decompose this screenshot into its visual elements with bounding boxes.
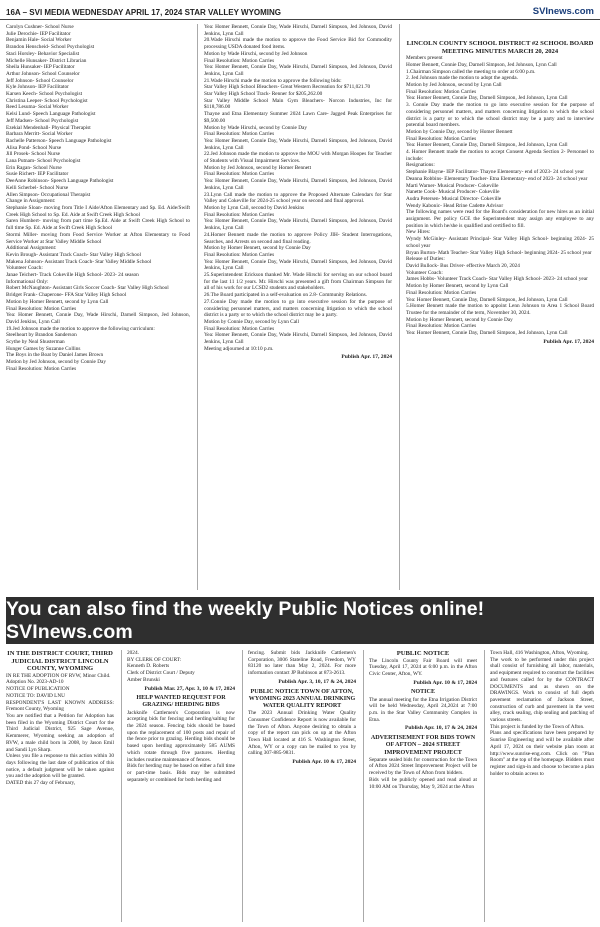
publish-date: Publish Apr. 10, 17 & 24, 2024: [404, 725, 477, 732]
notice-line: Alisa Pond- School Nurse: [6, 144, 62, 151]
notice-line: Arthur Johnson- School Counselor: [6, 70, 80, 77]
public-notices-banner[interactable]: You can also find the weekly Public Notices online! SVInews.com: [6, 597, 594, 644]
notice-line: Final Resolution: Motion Carries: [6, 365, 77, 372]
notice-line: 2. Jed Johnson made the motion to adopt the agenda.: [406, 75, 518, 82]
publish-date: Publish Apr. 10 & 17, 2024: [292, 759, 356, 766]
notice-line: You are notified that a Petition for Adoption has been filed in the Wyoming District Court for the Third Judicial District, 925 Sage Avenue, Kemmerer, Wyoming seeking an adoption of RVW, a male child born in 2008, by Jason Emil and Sandi Lyn Sharp.: [6, 713, 114, 753]
notice-line: Stephanie Sloan- moving from Title I Aide/Afton Elementary and Sp. Ed. Aide/Swift Creek High School to Sp. Ed. Aide at Swift Creek High School: [6, 204, 190, 218]
notice-line: Jackknife Cattlemen's Corporation is now accepting bids for fencing and herding/salting for the 2024 season. Fencing bids should be based upon the replacement of 100 posts and repair of the fence prior to grazing. Herding bids should be based upon herding approximately 585 AUMS which rotate through five pastures. Herding includes routine maintenance of fences.: [127, 709, 235, 763]
notice-line: The annual meeting for the Etna Irrigation District will be held Wednesday, April 24,2024 at 7:00 p.m. in the Star Valley Community Complex in Etna.: [369, 696, 477, 723]
notice-line: Star Valley High School Track- Renner for $205,262.00: [204, 91, 323, 98]
notice-line: Sheila Hunsaker- IEP Facilitator: [6, 64, 75, 71]
notice-line: Motion by Wade Hirschi, second by Jed Johnson: [204, 50, 308, 57]
notice-line: Separate sealed bids for construction for the Town of Afton 2024 Street Improvement Project will be received by the Town of Afton from bidders.: [369, 756, 477, 777]
notice-line: Yea: Homer Bennett, Connie Day, Wade Hirschi, Darnell Simpson, Jed Johnson, David Jenkins, Lynn Call: [204, 24, 392, 37]
page-header-left: 16A – SVI MEDIA WEDNESDAY APRIL 17, 2024 STAR VALLEY WYOMING: [6, 8, 282, 17]
notice-line: Nanette Cook- Musical Producer- Cokeville: [406, 189, 500, 196]
notice-line: Additional Assignment:: [6, 245, 57, 252]
notice-heading: IN THE DISTRICT COURT, THIRD JUDICIAL DISTRICT LINCOLN COUNTY, WYOMING: [7, 650, 113, 673]
notice-heading: LINCOLN COUNTY SCHOOL DISTRICT #2 SCHOOL BOARD MEETING MINUTES MARCH 20, 2024: [406, 40, 594, 55]
notice-line: Motion by Homer Bennett, second by Lynn Call: [406, 283, 509, 290]
notice-line: Adoption No. 2023-AD-10: [6, 679, 64, 686]
notice-line: Final Resolution: Motion Carries: [204, 325, 275, 332]
notice-line: 4. Homer Bennett made the motion to accept Consent Agenda Section 2- Personnel to include:: [406, 149, 594, 162]
notice-line: Hunger Games by Suzanne Collins: [6, 345, 81, 352]
notice-line: 5.Homer Bennett made the motion to appoint Lenn Johnson to Area 1 School Board Trustee for the remainder of the term, November 30, 2024.: [406, 303, 594, 316]
notice-line: Final Resolution: Motion Carries: [406, 323, 477, 330]
notice-line: The work to be performed under this project shall consist of furnishing all labor, materials, and equipment required to construct the facilities and features called for by the CONTRACT DOCUMENTS and as shown on the DRAWINGS. Work to consist of full depth pavement reclamation of Jackson Street, construction of curb and pavement in the west alley, crack sealing, chip sealing and patching of various streets.: [490, 656, 594, 724]
notice-line: Yea: Homer Bennett, Connie Day, Darnell Simpson, Jed Johnson, Lynn Call: [406, 296, 568, 303]
notice-line: Final Resolution: Motion Carries: [406, 135, 477, 142]
notice-line: Informational Only:: [6, 278, 49, 285]
notice-line: The 2023 Annual Drinking Water Quality Consumer Confidence Report is now available for the Town of Afton. Anyone desiring to obtain a copy of the report can pick on up at the Afton Town Hall located at 416 S. Washington Street, Afton, WY or a copy can be mailed to you by calling 307-885-9831.: [248, 710, 356, 757]
notice-line: Final Resolution: Motion Carries: [6, 305, 77, 312]
publish-date: Publish Apr. 10 & 17, 2024: [413, 679, 477, 686]
notice-line: Change in Assignment:: [6, 198, 56, 205]
notice-line: This project is funded by the Town of Afton.: [490, 723, 585, 730]
notice-line: Kelsi Lund- Speech Language Pathologist: [6, 111, 96, 118]
notice-line: Final Resolution: Motion Carries: [204, 171, 275, 178]
notice-line: Star Valley Middle School Main Gym Bleachers- Norcon Industries, Inc for $118,786.00: [204, 97, 392, 111]
notice-line: Unless you file a response to this action within 30 days following the last date of publication of this notice, a default judgment will be taken against you and the adoption will be granted.: [6, 753, 114, 780]
notice-line: Volunteer Coach:: [406, 269, 443, 276]
notice-line: Volunteer Coach:: [6, 265, 43, 272]
notice-line: 23.Lynn Call made the motion to approve the Proposed Alternate Calendars for Star Valley and Cokeville for 2024-25 school year on second and final approval.: [204, 191, 392, 205]
notice-line: Jill Prosek- School Nurse: [6, 151, 60, 158]
notice-line: 24.Homer Bennett made the motion to approve Policy JIH- Student Interrogations, Searches, and Arrests on second and final reading.: [204, 231, 392, 245]
notice-line: DeeAnne Robinson- Speech Language Pathologist: [6, 178, 114, 185]
notice-line: 3. Connie Day made the motion to go into executive session for the purpose of considering personnel matters, and matters concerning litigation to which the school district is a party or to which the school district may be a party and to interview potential board members.: [406, 102, 594, 129]
notice-line: Allen Simpson- Occupational Therapist: [6, 191, 91, 198]
notice-line: Carolyn Cushner- School Nurse: [6, 24, 74, 30]
notice-line: Christina Leeper- School Psychologist: [6, 97, 88, 104]
notice-line: Wyndy McGinley- Assistant Principal- Star Valley High School- beginning 2024- 25 school year: [406, 236, 594, 249]
notice-heading: HELP WANTED REQUEST FOR GRAZING/ HERDING BIDS: [136, 695, 226, 709]
notice-line: Motion by Homer Bennett, second by Connie Day: [406, 316, 513, 323]
notice-line: Final Resolution: Motion Carries: [204, 131, 275, 138]
notice-line: Kenneth D. Roberts: [127, 663, 170, 670]
notice-line: Kelli Scherbel- School Nurse: [6, 184, 69, 191]
bottom-column-3: [248, 650, 356, 922]
notice-line: 25.Superintendent Erickson thanked Mr. Wade Hirschi for serving on our school board for the last 11 1/2 years. Mr. Hirschi was presented a gift from Chairman Simpson for all of his work for our LCSD2 students and stakeholders.: [204, 272, 392, 292]
notice-line: Stormi Miller- moving from Food Service Worker at Afton Elementary to Food Service Worker at Star Valley Middle School: [6, 231, 190, 245]
notice-line: 27.Connie Day made the motion to go into executive session for the purpose of considering personnel matters, and matters concerning litigation to which the school district is a party or to which the school district may be a party.: [204, 298, 392, 319]
notice-line: Members present: [406, 55, 443, 62]
notice-line: Motion by Homer Bennett, second by Lynn Call: [6, 298, 109, 305]
notice-line: Ezekial Mendenhall- Physical Therapist: [6, 124, 91, 131]
notice-line: Town Hall, 416 Washington, Afton, Wyoming.: [490, 650, 589, 656]
notice-line: Makena Johnson- Assistant Track Coach- Star Valley Middle School: [6, 258, 152, 265]
notice-line: Final Resolution: Motion Carries: [204, 211, 275, 218]
notice-line: Janae Teichert- Track Cokeville High School- 2023- 24 season: [6, 272, 139, 279]
notice-heading: PUBLIC NOTICE: [396, 650, 450, 657]
notice-line: 26.The Board participated in a self-evaluation on 2.8- Community Relations.: [204, 292, 367, 299]
notice-line: Staci Horsley- Behavior Specialist: [6, 50, 80, 57]
notice-line: Marti Warner- Musical Producer- Cokeville: [406, 182, 499, 189]
notice-line: Yea: Homer Bennett, Connie Day, Wade Hirschi, Darnell Simpson, Jed Johnson, David Jenkins, Lynn Call: [204, 258, 392, 272]
notice-heading: NOTICE: [410, 689, 436, 696]
notice-line: Plans and specifications have been prepared by Sunrise Engineering and will be available after April 17, 2024 on their website plan room at http://www.sunrise-eng.com. Click on "Plan Room" at the top of the homepage. Bidders must register and sign-in and choose to become a plan holder to obtain access to: [490, 730, 594, 777]
notice-line: The Lincoln County Fair Board will meet Tuesday, April 17, 2024 at 6:00 p.m. in the Afton Civic Center, Afton, WY.: [369, 657, 477, 677]
notice-line: Motion by Wade Hirschi, second by Connie Day: [204, 124, 308, 131]
notice-line: 19.Jed Johnson made the motion to approve the following curriculum:: [6, 325, 155, 332]
notice-line: Julie Derochie- IEP Facilitator: [6, 30, 71, 37]
notice-line: Bryan Burton- Math Teacher- Star Valley High School- beginning 2024- 25 school year: [406, 249, 592, 256]
notice-line: Yea: Homer Bennett, Connie Day, Darnell Simpson, Jed Johnson, Lynn Call: [406, 142, 568, 149]
notice-line: The following names were read for the Board's consideration for new hires as an initial assignment. Per policy GCE the Superintendent may assign any employee to any position in which he/she is qualified and certified to fill.: [406, 209, 594, 229]
notice-line: Brandon Henscheid- School Psychologist: [6, 44, 95, 51]
notice-line: 22.Jed Johnson made the motion to approve the MOU with Morgan Hoopes for Teacher of Students with Visual Impairment Services.: [204, 151, 392, 165]
notice-line: 1.Chairman Simpson called the meeting to order at 6:00 p.m.: [406, 68, 536, 75]
notice-line: Susie Richert- IEP Facilitator: [6, 171, 69, 178]
notice-line: Resignations:: [406, 162, 435, 169]
notice-line: Deanna Robbins- Elementary Teacher- Etna Elementary- end of 2023- 24 school year: [406, 175, 588, 182]
notice-line: Stephanie Blayne- IEP Facilitator- Thayne Elementary- end of 2023- 24 school year: [406, 169, 585, 176]
notice-line: Yea: Homer Bennett, Connie Day, Wade Hirschi, Darnell Simpson, Jed Johnson, David Jenkins, Lynn Call: [204, 332, 392, 346]
notice-line: Final Resolution: Motion Carries: [406, 88, 477, 95]
notice-line: BY CLERK OF COURT:: [127, 656, 182, 663]
notice-line: Meeting adjourned at 10:10 p.m.: [204, 345, 274, 352]
notice-line: Bridget Frank- Chaperone- FFA Star Valley High School: [6, 292, 127, 299]
publish-date: Publish Apr. 3, 10, 17 & 24, 2024: [278, 678, 356, 685]
notice-line: Yea: Homer Bennett, Connie Day, Wade Hirschi, Darnell Simpson, Jed Johnson, David Jenkins, Lynn Call: [204, 218, 392, 232]
notice-line: NOTICE OF PUBLICATION: [6, 686, 70, 693]
notice-line: Jeff Madsen- School Psychologist: [6, 117, 79, 124]
notice-line: Yea: Homer Bennett, Connie Day, Darnell Simpson, Jed Johnson, Lynn Call: [406, 330, 568, 337]
notice-heading: PUBLIC NOTICE TOWN OF AFTON, WYOMING 2023 ANNUAL DRINKING WATER QUALITY REPORT: [248, 688, 356, 709]
notice-line: RESPONDENT'S LAST KNOWN ADDRESS: Fremont County, Wyoming: [6, 699, 114, 713]
notice-line: New Hires:: [406, 229, 431, 236]
notice-line: Motion by Jed Johnson, second by Connie Day: [6, 359, 107, 366]
notice-line: The Boys in the Boat by Daniel James Brown: [6, 352, 104, 359]
notice-line: Motion by Connie Day, second by Homer Bennett: [406, 128, 513, 135]
notice-line: Barbara Merritt- Social Worker: [6, 131, 73, 138]
notice-line: Thayne and Etna Elementary Summer 2024 Lawn Care- Jagged Peak Enterprises for $9,500.00: [204, 111, 392, 124]
notice-line: 21.Wade Hirschi made the motion to approve the following bids:: [204, 77, 342, 84]
top-column-3: [406, 40, 594, 590]
notice-line: NOTICE TO: DAVID LNU: [6, 692, 65, 699]
notice-line: David Bullock- Bus Driver- effective March 20, 2024: [406, 262, 520, 269]
notice-line: Homer Bennett, Connie Day, Darnell Simpson, Jed Johnson, Lynn Call: [406, 61, 557, 68]
notice-line: Final Resolution: Motion Carries: [204, 57, 275, 64]
notice-line: IN RE THE ADOPTION OF RVW, Minor Child.: [6, 672, 111, 679]
notice-line: 2024.: [127, 650, 139, 656]
notice-line: Yea: Homer Bennett, Connie Day, Wade Hirschi, Darnell Simpson, Jed Johnson, David Jenkins, Lynn Call: [204, 178, 392, 191]
bottom-column-4: [369, 650, 477, 922]
top-column-2: [204, 24, 392, 590]
notice-line: DATED this 27 day of February,: [6, 780, 76, 787]
top-column-1: [6, 24, 190, 590]
page-header: [0, 0, 600, 20]
notice-line: Lana Putnam- School Psychologist: [6, 158, 81, 165]
notice-line: Yea: Homer Bennett, Connie Day, Darnell Simpson, Jed Johnson, Lynn Call: [406, 95, 568, 102]
notice-line: Reed Lesuma- Social Worker: [6, 104, 69, 111]
notice-line: Steelheart by Brandon Sanderson: [6, 332, 77, 339]
notice-line: Kevin Brough- Assistant Track Coach- Star Valley High School: [6, 251, 141, 258]
notice-line: Motion by Jed Johnson, second by Lynn Call: [406, 82, 502, 88]
notice-line: Yea: Homer Bennett, Connie Day, Wade Hirschi, Darnell Simpson, Jed Johnson, David Jenkins, Lynn Call: [204, 137, 392, 151]
publish-date: Publish Mar. 27, Apr. 3, 10 & 17, 2024: [144, 685, 235, 692]
notice-line: Amber Brunski: [127, 676, 160, 683]
notice-line: Final Resolution: Motion Carries: [406, 289, 477, 296]
notice-line: Scythe by Neal Shusterman: [6, 339, 65, 346]
notice-line: Clerk of District Court / Deputy: [127, 670, 195, 677]
notice-line: Bids will be publicly opened and read aloud at 10:00 AM on Thursday, May 9, 2024 at the Afton: [369, 776, 477, 790]
notice-heading: ADVERTISEMENT FOR BIDS TOWN OF AFTON – 2024 STREET IMPROVEMENT PROJECT: [370, 735, 476, 756]
notice-line: fencing. Submit bids Jackknife Cattlemen's Corporation, 3006 Stateline Road, Freedom, WY 83120 no later than May 2, 2024. For more information contact JP Robinson at 873-2613.: [248, 650, 356, 677]
notice-line: Jeff Johnson- School Counselor: [6, 77, 74, 84]
notice-line: Yea: Homer Bennett, Connie Day, Wade Hirschi, Darnell Simpson, Jed Johnson, David Jenkins, Lynn Call: [204, 64, 392, 77]
notice-line: 20.Wade Hirschi made the motion to approve the Food Service Bid for Commodity processing USDA donated food items.: [204, 37, 392, 51]
notice-line: Yea: Homer Bennett, Connie Day, Wade Hirschi, Darnell Simpson, Jed Johnson, David Jenkins, Lynn Call: [6, 312, 190, 325]
notice-line: Bids for herding may be based on either a full time or part-time basis. Bids may be submitted separately or combined for both herding and: [127, 763, 235, 783]
notice-line: Rachelle Patterson- Speech Language Pathologist: [6, 137, 112, 144]
bottom-column-1: [6, 650, 114, 922]
notice-line: Erin Ragan- School Nurse: [6, 164, 62, 171]
notice-line: Robert McNaughton- Assistant Girls Soccer Coach- Star Valley High School: [6, 285, 169, 292]
notice-line: Motion by Homer Bennett, second by Connie Day: [204, 245, 311, 252]
notice-line: James Hobbs- Volunteer Track Coach- Star Valley High School- 2023- 24 school year: [406, 276, 588, 283]
notice-line: Motion by Connie Day, second by Lynn Call: [204, 318, 299, 325]
notice-line: Kyle Johnson- IEP Facilitator: [6, 84, 69, 91]
notice-line: Audra Petersen- Musical Director- Cokeville: [406, 195, 502, 202]
notice-line: Motion by Lynn Call, second by David Jenkins: [204, 204, 305, 211]
notice-line: Motion by Jed Johnson, second by Homer Bennett: [204, 164, 312, 171]
page-header-site[interactable]: SVInews.com: [532, 6, 594, 17]
bottom-column-5: [490, 650, 594, 922]
notice-line: Saren Humbert- moving from part time Sp.Ed. Aide at Swift Creek High School to full time Sp. Ed. Aide at Swift Creek High School: [6, 218, 190, 232]
notice-line: Karsen Keech- School Psychologist: [6, 91, 83, 98]
notice-line: Final Resolution: Motion Carries: [204, 251, 275, 258]
notice-line: Release of Duties:: [406, 256, 445, 263]
publish-date: Publish Apr. 17, 2024: [543, 338, 594, 345]
notice-line: Michelle Hunsaker- District Librarian: [6, 57, 87, 64]
publish-date: Publish Apr. 17, 2024: [341, 354, 392, 361]
notice-line: Star Valley High School Bleachers- Great Western Recreation for $711,021.70: [204, 84, 371, 91]
notice-line: Benjamin Hale- Social Worker: [6, 37, 72, 44]
bottom-column-2: [127, 650, 235, 922]
notice-line: Wendy Kabonic- Head Rrine Cadette Advisor: [406, 202, 504, 209]
